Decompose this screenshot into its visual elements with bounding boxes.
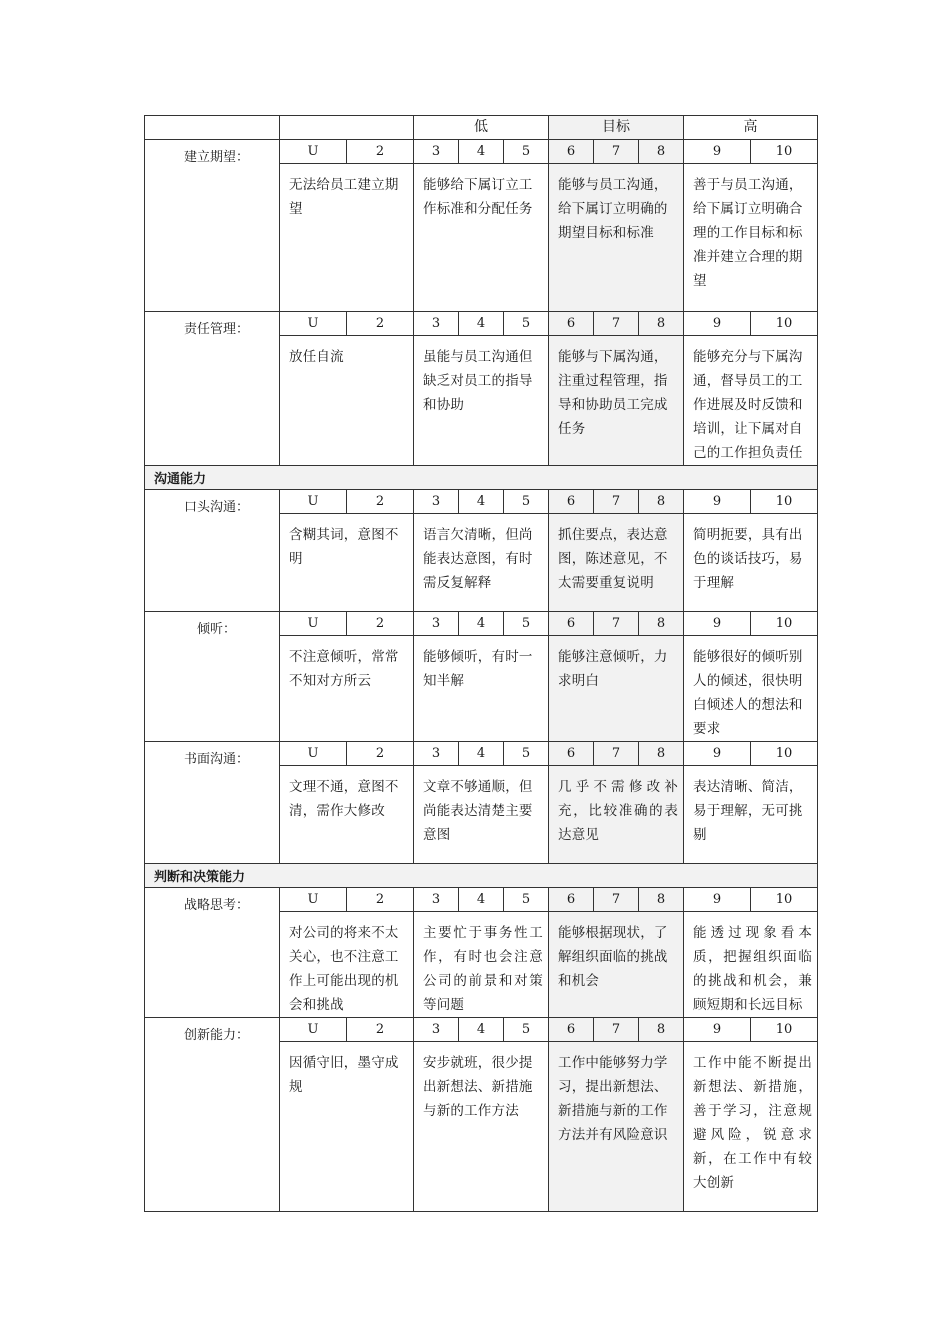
desc-target: 抓住要点，表达意图，陈述意见，不太需要重复说明 — [549, 514, 684, 612]
scale-row — [145, 742, 818, 766]
scale-cell: U — [280, 612, 347, 636]
scale-row — [145, 888, 818, 912]
scale-cell: 2 — [347, 490, 414, 514]
scale-cell: 9 — [684, 888, 751, 912]
section-row — [145, 466, 818, 490]
scale-cell: U — [280, 1018, 347, 1042]
section-title: 判断和决策能力 — [154, 870, 246, 885]
scale-cell: U — [280, 888, 347, 912]
row-label: 书面沟通： — [145, 742, 280, 864]
desc-mid-low: 语言欠清晰，但尚能表达意图，有时需反复解释 — [414, 514, 549, 612]
scale-cell: 7 — [594, 140, 639, 164]
scale-cell: 3 — [414, 312, 459, 336]
scale-cell: 6 — [549, 312, 594, 336]
scale-cell: 9 — [684, 742, 751, 766]
desc-mid-low: 安步就班，很少提出新想法、新措施与新的工作方法 — [414, 1042, 549, 1212]
desc-mid-low: 虽能与员工沟通但缺乏对员工的指导和协助 — [414, 336, 549, 466]
section-heading-communication — [145, 466, 818, 490]
row-label: 倾听： — [145, 612, 280, 742]
row-label: 口头沟通： — [145, 490, 280, 612]
desc-low: 放任自流 — [280, 336, 414, 466]
header-blank — [145, 116, 280, 140]
scale-cell: 6 — [549, 742, 594, 766]
scale-cell: 4 — [459, 1018, 504, 1042]
scale-cell: 8 — [639, 612, 684, 636]
scale-row — [145, 140, 818, 164]
scale-row — [145, 490, 818, 514]
scale-cell: 7 — [594, 312, 639, 336]
scale-cell: 10 — [751, 888, 818, 912]
scale-cell: 9 — [684, 140, 751, 164]
row-label: 战略思考： — [145, 888, 280, 1018]
scale-cell: 9 — [684, 1018, 751, 1042]
section-title: 沟通能力 — [154, 472, 207, 487]
desc-mid-low: 文章不够通顺，但尚能表达清楚主要意图 — [414, 766, 549, 864]
scale-cell: 7 — [594, 612, 639, 636]
header-low: 低 — [414, 116, 549, 140]
desc-target: 能够注意倾听，力求明白 — [549, 636, 684, 742]
desc-low: 不注意倾听，常常不知对方所云 — [280, 636, 414, 742]
scale-cell: U — [280, 312, 347, 336]
desc-high: 能够充分与下属沟通，督导员工的工作进展及时反馈和培训，让下属对自己的工作担负责任 — [684, 336, 818, 466]
desc-high: 简明扼要，具有出色的谈话技巧，易于理解 — [684, 514, 818, 612]
section-heading-judgment — [145, 864, 818, 888]
scale-cell: 3 — [414, 742, 459, 766]
scale-row — [145, 312, 818, 336]
competency-rating-table — [144, 115, 818, 1212]
desc-high: 善于与员工沟通，给下属订立明确合理的工作目标和标准并建立合理的期望 — [684, 164, 818, 312]
scale-cell: 4 — [459, 312, 504, 336]
scale-cell: 6 — [549, 612, 594, 636]
scale-cell: 3 — [414, 490, 459, 514]
row-label: 责任管理： — [145, 312, 280, 466]
scale-row — [145, 1018, 818, 1042]
desc-low: 含糊其词，意图不明 — [280, 514, 414, 612]
scale-cell: 5 — [504, 1018, 549, 1042]
desc-target: 工作中能够努力学习，提出新想法、新措施与新的工作方法并有风险意识 — [549, 1042, 684, 1212]
desc-target: 能够与员工沟通，给下属订立明确的期望目标和标准 — [549, 164, 684, 312]
scale-cell: 8 — [639, 312, 684, 336]
scale-cell: 9 — [684, 312, 751, 336]
scale-cell: 5 — [504, 140, 549, 164]
desc-mid-low: 能够给下属订立工作标准和分配任务 — [414, 164, 549, 312]
scale-cell: 3 — [414, 612, 459, 636]
scale-cell: 7 — [594, 888, 639, 912]
scale-cell: 6 — [549, 140, 594, 164]
scale-cell: 5 — [504, 312, 549, 336]
scale-cell: 10 — [751, 742, 818, 766]
header-blank-2 — [280, 116, 414, 140]
row-label: 创新能力： — [145, 1018, 280, 1212]
desc-low: 无法给员工建立期望 — [280, 164, 414, 312]
desc-target: 几乎不需修改补充，比较准确的表达意见 — [549, 766, 684, 864]
section-row — [145, 864, 818, 888]
scale-cell: U — [280, 742, 347, 766]
scale-cell: 3 — [414, 888, 459, 912]
scale-cell: 10 — [751, 612, 818, 636]
scale-cell: 6 — [549, 1018, 594, 1042]
scale-cell: 6 — [549, 888, 594, 912]
header-target: 目标 — [549, 116, 684, 140]
scale-cell: 8 — [639, 742, 684, 766]
scale-cell: 8 — [639, 888, 684, 912]
scale-cell: 8 — [639, 1018, 684, 1042]
row-label: 建立期望： — [145, 140, 280, 312]
desc-high: 能够很好的倾听别人的倾述，很快明白倾述人的想法和要求 — [684, 636, 818, 742]
scale-cell: 10 — [751, 490, 818, 514]
scale-cell: 4 — [459, 888, 504, 912]
scale-cell: 10 — [751, 1018, 818, 1042]
desc-low: 对公司的将来不太关心，也不注意工作上可能出现的机会和挑战 — [280, 912, 414, 1018]
scale-cell: 7 — [594, 490, 639, 514]
scale-cell: 2 — [347, 888, 414, 912]
scale-cell: 7 — [594, 742, 639, 766]
scale-cell: 2 — [347, 612, 414, 636]
scale-row — [145, 612, 818, 636]
scale-cell: 4 — [459, 612, 504, 636]
scale-cell: 2 — [347, 1018, 414, 1042]
header-high: 高 — [684, 116, 818, 140]
scale-cell: U — [280, 140, 347, 164]
scale-cell: 8 — [639, 490, 684, 514]
scale-cell: 5 — [504, 490, 549, 514]
scale-cell: 4 — [459, 140, 504, 164]
scale-cell: 2 — [347, 140, 414, 164]
scale-cell: 3 — [414, 1018, 459, 1042]
desc-low: 文理不通，意图不清，需作大修改 — [280, 766, 414, 864]
scale-cell: 2 — [347, 742, 414, 766]
scale-cell: 9 — [684, 490, 751, 514]
desc-high: 表达清晰、简洁，易于理解，无可挑剔 — [684, 766, 818, 864]
desc-high: 能透过现象看本质，把握组织面临的挑战和机会，兼顾短期和长远目标 — [684, 912, 818, 1018]
desc-target: 能够与下属沟通，注重过程管理，指导和协助员工完成任务 — [549, 336, 684, 466]
scale-cell: 5 — [504, 742, 549, 766]
scale-cell: U — [280, 490, 347, 514]
desc-mid-low: 主要忙于事务性工作，有时也会注意公司的前景和对策等问题 — [414, 912, 549, 1018]
scale-cell: 9 — [684, 612, 751, 636]
scale-cell: 7 — [594, 1018, 639, 1042]
scale-cell: 10 — [751, 140, 818, 164]
scale-cell: 8 — [639, 140, 684, 164]
desc-low: 因循守旧，墨守成规 — [280, 1042, 414, 1212]
header-row — [145, 116, 818, 140]
scale-cell: 4 — [459, 490, 504, 514]
scale-cell: 6 — [549, 490, 594, 514]
scale-cell: 4 — [459, 742, 504, 766]
scale-cell: 10 — [751, 312, 818, 336]
scale-cell: 5 — [504, 888, 549, 912]
desc-target: 能够根据现状，了解组织面临的挑战和机会 — [549, 912, 684, 1018]
desc-high: 工作中能不断提出新想法、新措施，善于学习，注意规避风险，锐意求新，在工作中有较大创新 — [684, 1042, 818, 1212]
scale-cell: 2 — [347, 312, 414, 336]
desc-mid-low: 能够倾听，有时一知半解 — [414, 636, 549, 742]
scale-cell: 3 — [414, 140, 459, 164]
scale-cell: 5 — [504, 612, 549, 636]
